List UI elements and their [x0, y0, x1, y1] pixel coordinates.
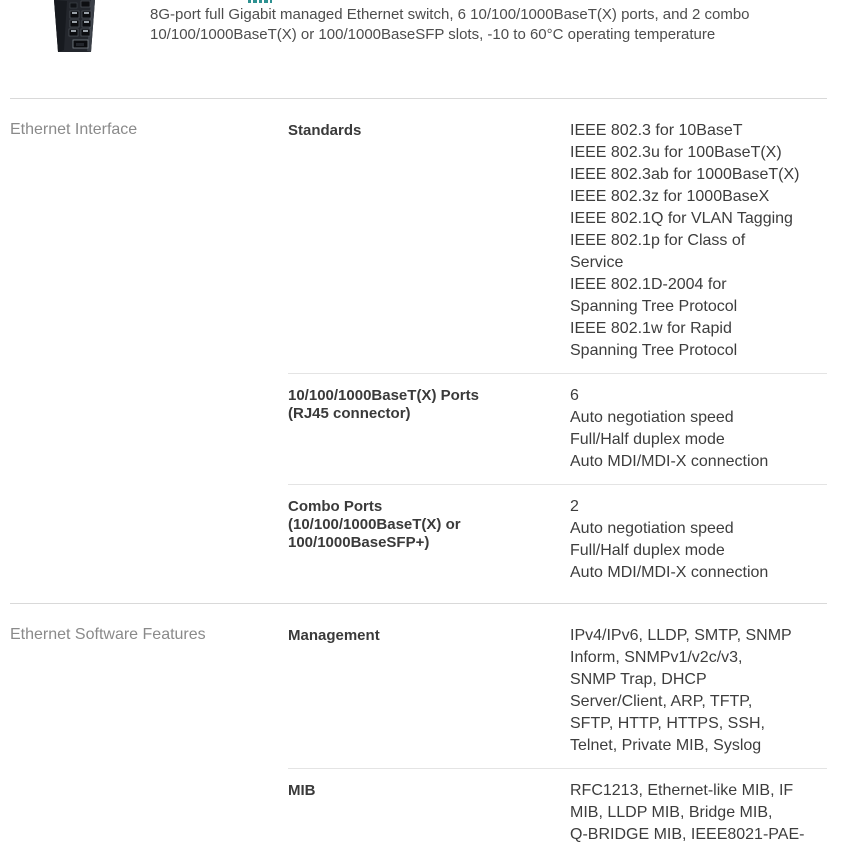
spec-label-combo-ports: Combo Ports (10/100/1000BaseT(X) or 100/1000BaseSFP+) — [288, 498, 461, 551]
spec-value-combo-ports: 2 Auto negotiation speed Full/Half duplex mode Auto MDI/MDI-X connection — [570, 498, 769, 581]
spec-label-management: Management — [288, 627, 380, 644]
section-title-ethernet-interface: Ethernet Interface — [10, 121, 138, 138]
spec-value-rj45-ports: 6 Auto negotiation speed Full/Half duplex mode Auto MDI/MDI-X connection — [570, 387, 769, 470]
spec-label-standards: Standards — [288, 122, 362, 139]
product-description: 8G-port full Gigabit managed Ethernet switch, 6 10/100/1000BaseT(X) ports, and 2 combo 10/100/1000BaseT(X) or 100/1000BaseSFP slots, -10 to 60°C operating temperature — [150, 6, 750, 43]
spec-label-mib: MIB — [288, 782, 316, 799]
section-rows — [288, 604, 827, 843]
spec-row-combo-ports — [288, 484, 827, 595]
spec-value-standards: IEEE 802.3 for 10BaseT IEEE 802.3u for 100BaseT(X) IEEE 802.3ab for 1000BaseT(X) IEEE 802.3z for 1000BaseX IEEE 802.1Q for VLAN Tagging IEEE 802.1p for Class of Service IEEE 802.1D-2004 for Spanning Tree Protocol IEEE 802.1w for Rapid Spanning Tree Protocol — [570, 122, 800, 359]
switch-photo-icon — [45, 0, 102, 52]
spec-table — [10, 98, 827, 843]
spec-value-mib: RFC1213, Ethernet-like MIB, IF MIB, LLDP MIB, Bridge MIB, Q-BRIDGE MIB, IEEE8021-PAE- — [570, 782, 805, 843]
spec-row-management — [288, 604, 827, 768]
section-title-software-features: Ethernet Software Features — [10, 626, 206, 643]
spec-row-rj45-ports — [288, 373, 827, 484]
spec-section-ethernet-interface — [10, 98, 827, 603]
spec-value-management: IPv4/IPv6, LLDP, SMTP, SNMP Inform, SNMPv1/v2c/v3, SNMP Trap, DHCP Server/Client, ARP, TFTP, SFTP, HTTP, HTTPS, SSH, Telnet, Private MIB, Syslog — [570, 627, 792, 754]
spec-label-rj45-ports: 10/100/1000BaseT(X) Ports (RJ45 connector) — [288, 387, 479, 422]
truncated-link-fragment[interactable] — [248, 0, 272, 3]
product-header — [0, 0, 844, 98]
section-rows — [288, 99, 827, 595]
spec-section-software-features — [10, 603, 827, 843]
spec-row-standards — [288, 99, 827, 373]
spec-row-mib — [288, 768, 827, 843]
product-thumbnail[interactable] — [45, 0, 102, 52]
